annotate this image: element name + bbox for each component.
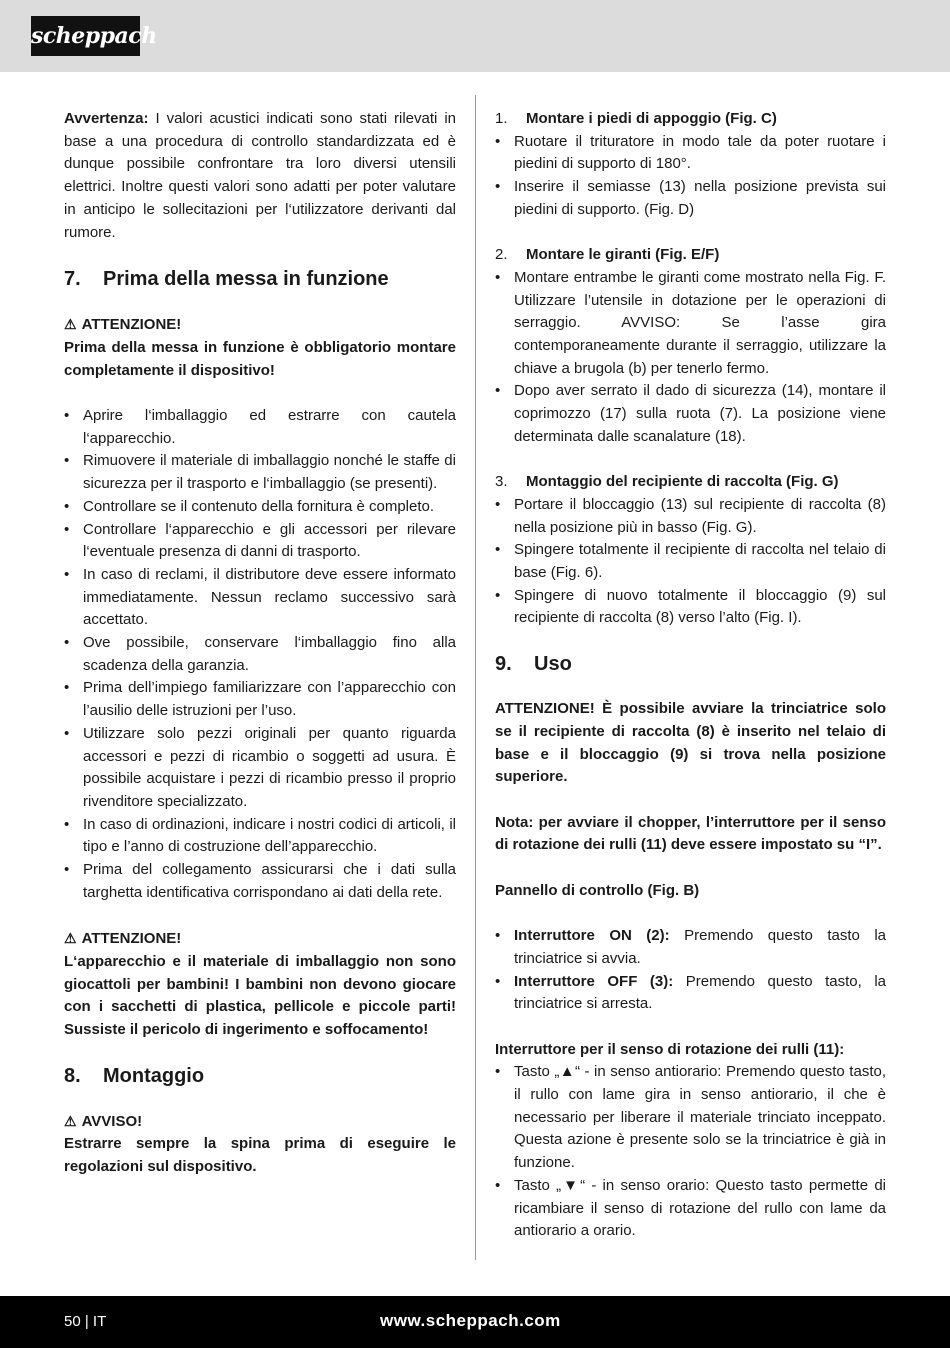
preparation-list <box>64 405 456 904</box>
step-3-list <box>495 494 886 630</box>
right-column <box>495 108 886 1243</box>
list-item: • Montare entrambe le giranti come mostrato nella Fig. F. Utilizzare l’utensile in dotazione per le operazioni di serraggio. AVVISO: Se l’asse gira contemporaneamente durante il serraggio, utilizzare la chiave a brugola (b) per tenerlo fermo. <box>495 267 886 381</box>
list-item: • Dopo aver serrato il dado di sicurezza (14), montare il coprimozzo (17) sulla ruota (7). La posizione viene determinata dalle scanalature (18). <box>495 380 886 448</box>
list-item: • Spingere di nuovo totalmente il bloccaggio (9) sul recipiente di raccolta (8) verso l’alto (Fig. I). <box>495 585 886 630</box>
website-link[interactable]: www.scheppach.com <box>380 1311 561 1330</box>
section-number: 8. <box>64 1064 81 1087</box>
warning-3-text: Estrarre sempre la spina prima di eseguire le regolazioni sul dispositivo. <box>64 1135 456 1176</box>
warning-triangle-icon: ⚠ <box>64 1112 77 1129</box>
section-number: 7. <box>64 268 81 291</box>
left-column <box>64 108 456 1179</box>
note-text: I valori acustici indicati sono stati rilevati in base a una procedura di controllo standardizzata ed è dunque possibile confrontare tra loro diversi utensili elettrici. Inoltre questi valori sono adatti per poter valutare in anticipo le sollecitazioni per l‘utilizzatore derivanti dal rumore. <box>64 110 456 241</box>
list-item: • Ove possibile, conservare l‘imballaggio fino alla scadenza della garanzia. <box>64 632 456 677</box>
list-item: • In caso di ordinazioni, indicare i nostri codici di articoli, il tipo e l’anno di costruzione dell’apparecchio. <box>64 814 456 859</box>
rotation-switch-list <box>495 1061 886 1243</box>
column-divider <box>475 95 476 1260</box>
rotation-switch-title: Interruttore per il senso di rotazione dei rulli (11): <box>495 1040 845 1058</box>
warning-3-title <box>64 1110 456 1134</box>
step-2-heading <box>495 244 886 267</box>
step-2-list <box>495 267 886 449</box>
warning-title-text: ATTENZIONE! <box>81 316 182 334</box>
warning-triangle-icon: ⚠ <box>64 930 77 947</box>
item-label: Interruttore ON (2): <box>514 927 670 945</box>
warning-1-title <box>64 313 456 337</box>
control-panel-list <box>495 925 886 1016</box>
section-title: Prima della messa in funzione <box>103 268 389 291</box>
step-number: 1. <box>495 110 508 127</box>
usage-warning: ATTENZIONE! È possibile avviare la trinciatrice solo se il recipiente di raccolta (8) è inserito nel telaio di base e il bloccaggio (9) si trova nella posizione superiore. <box>495 700 886 786</box>
section-7-heading <box>64 265 456 293</box>
list-item: • Rimuovere il materiale di imballaggio nonché le staffe di sicurezza per il trasporto e l‘imballaggio (se presenti). <box>64 450 456 495</box>
warning-1-text: Prima della messa in funzione è obbligatorio montare completamente il dispositivo! <box>64 338 456 379</box>
section-9-heading <box>495 650 886 678</box>
note-label: Avvertenza: <box>64 110 149 127</box>
list-item: • Tasto „▲“ - in senso antiorario: Premendo questo tasto, il rullo con lame gira in senso antiorario, il che è necessario per liberare il materiale trinciato inceppato. Questa azione è presente solo se la trinciatrice è già in funzione. <box>495 1061 886 1175</box>
step-3-heading <box>495 471 886 494</box>
control-panel-title: Pannello di controllo (Fig. B) <box>495 881 700 899</box>
item-label: Interruttore OFF (3): <box>514 972 674 990</box>
item-text: Premendo questo tasto la trinciatrice si avvia. <box>514 927 887 967</box>
list-item: • Ruotare il trituratore in modo tale da poter ruotare i piedini di supporto di 180°. <box>495 131 886 176</box>
warning-2-title <box>64 927 456 951</box>
list-item <box>495 925 886 970</box>
step-number: 3. <box>495 473 508 491</box>
list-item: • Aprire l‘imballaggio ed estrarre con cautela l‘apparecchio. <box>64 405 456 450</box>
list-item: • Prima dell’impiego familiarizzare con l’apparecchio con l’ausilio delle istruzioni per l’uso. <box>64 677 456 722</box>
step-number: 2. <box>495 246 508 264</box>
list-item: • In caso di reclami, il distributore deve essere informato immediatamente. Nessun reclamo successivo sarà accettato. <box>64 564 456 632</box>
header-bar <box>0 0 950 72</box>
step-title: Montare i piedi di appoggio (Fig. C) <box>526 110 777 127</box>
list-item: • Spingere totalmente il recipiente di raccolta nel telaio di base (Fig. 6). <box>495 539 886 584</box>
warning-title-text: AVVISO! <box>81 1112 143 1130</box>
list-item: • Controllare l‘apparecchio e gli accessori per rilevare l‘eventuale presenza di danni di trasporto. <box>64 519 456 564</box>
list-item: • Tasto „▼“ - in senso orario: Questo tasto permette di ricambiare il senso di rotazione del rullo con lame da antiorario a orario. <box>495 1175 886 1243</box>
item-text: Premendo questo tasto, la trinciatrice si arresta. <box>514 972 886 1013</box>
acoustic-note <box>64 108 456 244</box>
step-title: Montaggio del recipiente di raccolta (Fig. G) <box>526 473 839 491</box>
warning-triangle-icon: ⚠ <box>64 316 77 333</box>
footer-bar <box>0 1296 950 1348</box>
list-item: • Inserire il semiasse (13) nella posizione prevista sui piedini di supporto. (Fig. D) <box>495 176 886 221</box>
list-item: • Prima del collegamento assicurarsi che i dati sulla targhetta identificativa corrispondano ai dati della rete. <box>64 859 456 904</box>
section-title: Montaggio <box>103 1064 205 1087</box>
warning-2-text: L‘apparecchio e il materiale di imballaggio non sono giocattoli per bambini! I bambini non devono giocare con i sacchetti di plastica, pellicole e piccole parti! Sussiste il pericolo di ingerimento e soffocamento! <box>64 952 456 1038</box>
step-1-heading <box>495 108 886 131</box>
list-item <box>495 971 886 1016</box>
list-item: • Portare il bloccaggio (13) sul recipiente di raccolta (8) nella posizione più in basso (Fig. G). <box>495 494 886 539</box>
section-number: 9. <box>495 653 512 676</box>
list-item: • Utilizzare solo pezzi originali per quanto riguarda accessori e pezzi di ricambio o soggetti ad usura. È possibile acquistare i pezzi di ricambio presso il proprio rivenditore specializzato. <box>64 723 456 814</box>
list-item: • Controllare se il contenuto della fornitura è completo. <box>64 496 456 519</box>
warning-title-text: ATTENZIONE! <box>81 930 182 948</box>
section-title: Uso <box>534 653 572 676</box>
brand-logo: scheppach <box>31 16 140 56</box>
page-number: 50 | IT <box>64 1313 107 1330</box>
step-title: Montare le giranti (Fig. E/F) <box>526 246 720 264</box>
step-1-list <box>495 131 886 222</box>
usage-note: Nota: per avviare il chopper, l’interruttore per il senso di rotazione dei rulli (11) deve essere impostato su “I”. <box>495 813 886 854</box>
section-8-heading <box>64 1062 456 1090</box>
